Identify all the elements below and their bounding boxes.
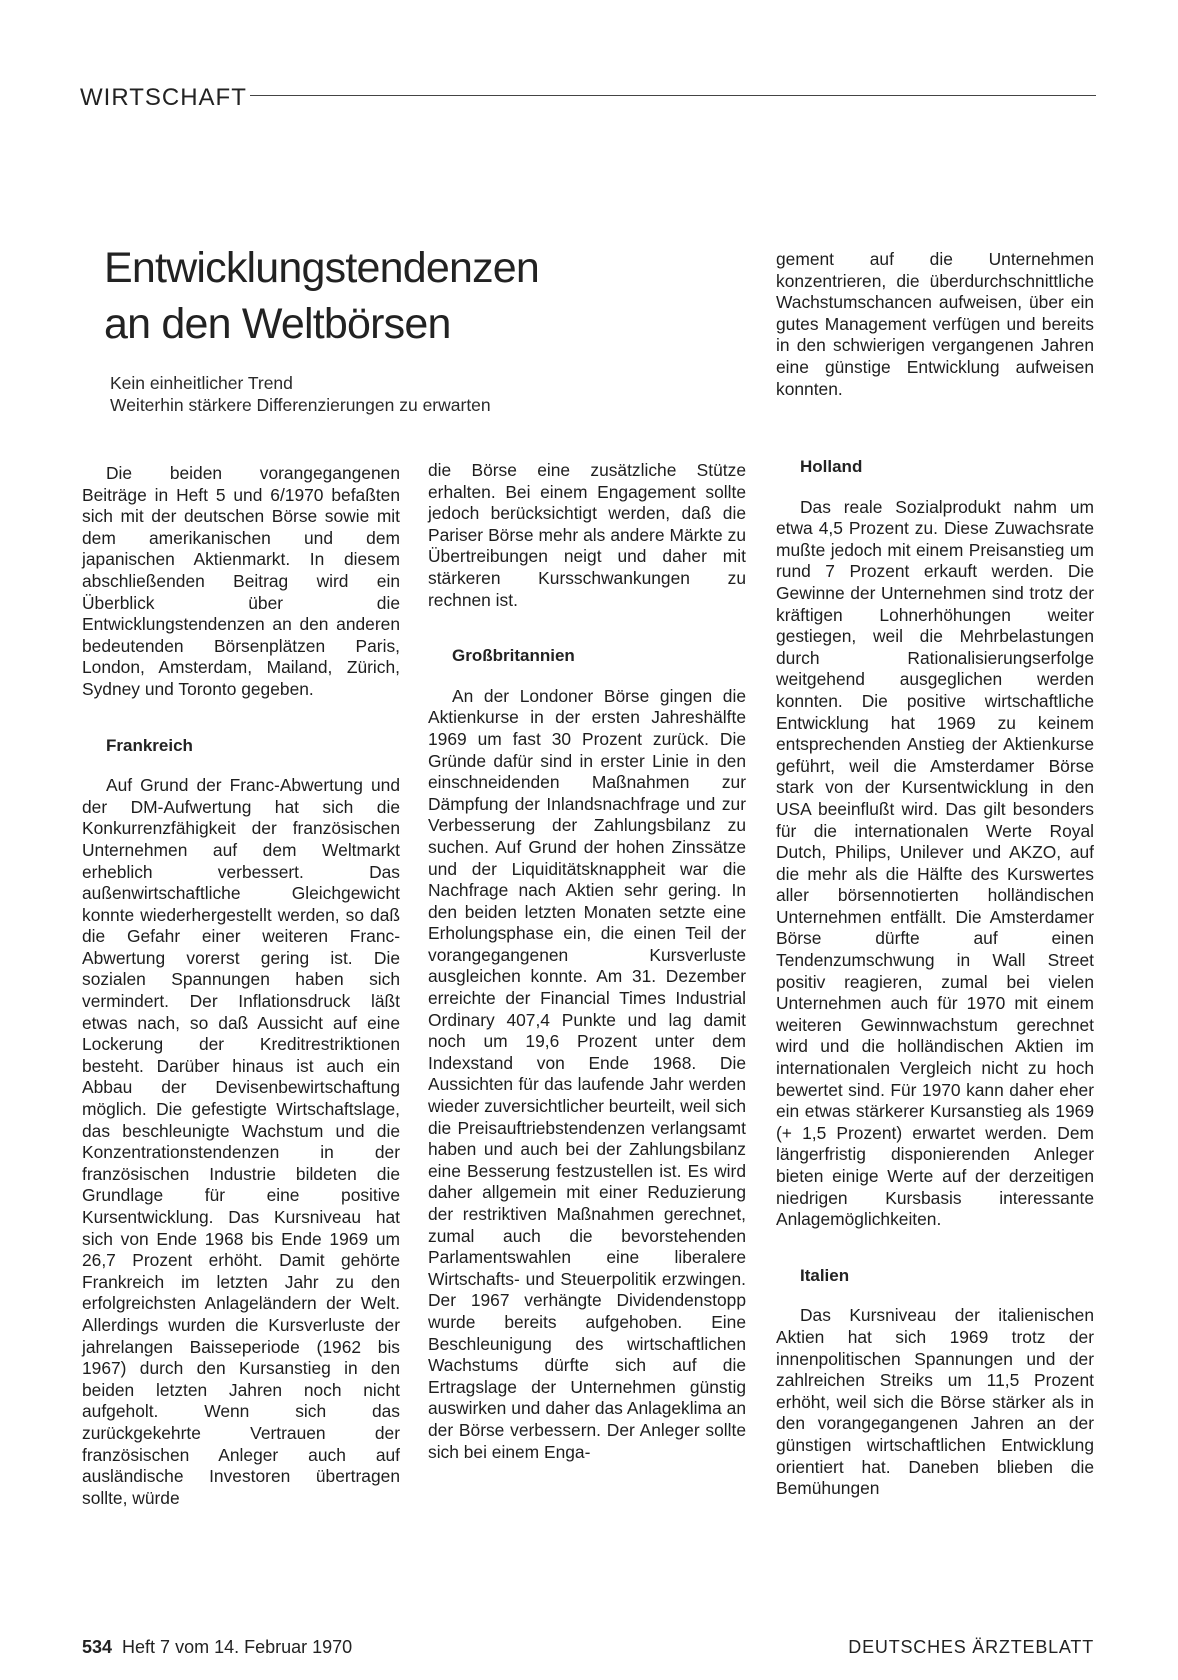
column-1	[82, 463, 400, 1509]
issue-date: Heft 7 vom 14. Februar 1970	[122, 1637, 353, 1657]
paragraph: Das reale Sozialprodukt nahm um etwa 4,5 Prozent zu. Diese Zuwachsrate mußte jedoch mit einem Preisanstieg um rund 7 Prozent erkauft werden. Die Gewinne der Unternehmen sind trotz der kräftigen Lohnerhöhungen weiter gestiegen, weil die Mehrbelastungen durch Rationalisierungserfolge weitgehend ausgeglichen werden konnten. Die positive wirtschaftliche Entwicklung hat 1969 zu keinem entsprechenden Anstieg der Aktienkurse geführt, weil die Amsterdamer Börse stark von der Kursentwicklung in den USA beeinflußt wird. Das gilt besonders für die internationalen Werte Royal Dutch, Philips, Unilever und AKZO, auf die mehr als die Hälfte des Kurswertes aller börsennotierten holländischen Unternehmen entfällt. Die Amsterdamer Börse dürfte auf einen Tendenzumschwung in Wall Street positiv reagieren, zumal bei vielen Unternehmen auch für 1970 mit einem weiteren Gewinnwachstum gerechnet wird und die holländischen Aktien im internationalen Vergleich nicht zu hoch bewertet sind. Für 1970 kann daher eher ein etwas stärkerer Kursanstieg als 1969 (+ 1,5 Prozent) erwartet werden. Dem längerfristig disponierenden Anleger bieten einige Werte auf der derzeitigen niedrigen Kursbasis interessante Anlagemöglichkeiten.	[776, 496, 1094, 1230]
article-subtitle	[110, 372, 670, 416]
page-number: 534	[82, 1637, 113, 1657]
paragraph: Das Kursniveau der italienischen Aktien hat sich 1969 trotz der innenpolitischen Spannungen und der zahlreichen Streiks um 11,5 Prozent erhöht, weil sich die Börse stärker als in den vorangegangenen Jahren an der günstigen wirtschaftlichen Entwicklung orientiert hat. Daneben blieben die Bemühungen	[776, 1305, 1094, 1499]
section-label: WIRTSCHAFT	[80, 84, 247, 111]
column-3	[776, 456, 1094, 1500]
subtitle-line-2: Weiterhin stärkere Differenzierungen zu erwarten	[110, 395, 491, 415]
heading-grossbritannien: Großbritannien	[452, 646, 575, 666]
paragraph: An der Londoner Börse gingen die Aktienkurse in der ersten Jahreshälfte 1969 um fast 30 Prozent zurück. Die Gründe dafür sind in erster Linie in den einschneidenden Maßnahmen zur Dämpfung der Inlandsnachfrage und zur Verbesserung der Zahlungsbilanz zu suchen. Auf Grund der hohen Zinssätze und der Liquiditätsknappheit war die Nachfrage nach Aktien sehr gering. In den beiden letzten Monaten setzte eine Erholungsphase ein, die einen Teil der vorangegangenen Kursverluste ausgleichen konnte. Am 31. Dezember erreichte der Financial Times Industrial Ordinary 407,4 Punkte und lag damit noch um 19,6 Prozent unter dem Indexstand von Ende 1968. Die Aussichten für das laufende Jahr werden wieder zuversichtlicher beurteilt, weil sich die Preisauftriebstendenzen verlangsamt haben und auch bei der Zahlungsbilanz eine Besserung festzustellen ist. Es wird daher allgemein mit einer Reduzierung der restriktiven Maßnahmen gerechnet, zumal auch die bevorstehenden Parlamentswahlen eine liberalere Wirtschafts- und Steuerpolitik erzwingen. Der 1967 verhängte Dividendenstopp wurde bereits aufgehoben. Eine Beschleunigung des wirtschaftlichen Wachstums dürfte sich auf die Ertragslage der Unternehmen günstig auswirken und daher das Anlageklima an der Börse verbessern. Der Anleger sollte sich bei einem Enga-	[428, 685, 746, 1462]
title-line-2: an den Weltbörsen	[104, 300, 451, 348]
paragraph: die Börse eine zusätzliche Stütze erhalten. Bei einem Engagement sollte jedoch berücksichtigt werden, daß die Pariser Börse mehr als andere Märkte zu Übertreibungen neigt und daher mit stärkeren Kursschwankungen zu rechnen ist.	[428, 460, 746, 610]
column-2	[428, 460, 746, 1463]
header-rule	[250, 95, 1096, 96]
paragraph: gement auf die Unternehmen konzentrieren, die überdurchschnittliche Wachstumschancen aufweisen, über ein gutes Management verfügen und bereits in den schwierigen vergangenen Jahren eine günstige Entwicklung aufweisen konnten.	[776, 249, 1094, 399]
footer-issue-info	[82, 1637, 352, 1658]
article-title	[104, 240, 664, 352]
publication-name: DEUTSCHES ÄRZTEBLATT	[848, 1637, 1094, 1657]
column-3-top	[776, 249, 1094, 400]
heading-holland: Holland	[800, 457, 863, 476]
intro-paragraph: Die beiden vorangegangenen Beiträge in Heft 5 und 6/1970 befaßten sich mit der deutschen Börse sowie mit dem amerikanischen und dem japanischen Aktienmarkt. In diesem abschließenden Beitrag wird ein Überblick über die Entwicklungstendenzen an den anderen bedeutenden Börsenplätzen Paris, London, Amsterdam, Mailand, Zürich, Sydney und Toronto gegeben.	[82, 463, 400, 699]
paragraph: Auf Grund der Franc-Abwertung und der DM-Aufwertung hat sich die Konkurrenzfähigkeit der französischen Unternehmen auf dem Weltmarkt erheblich verbessert. Das außenwirtschaftliche Gleichgewicht konnte wiederhergestellt werden, so daß die Gefahr einer weiteren Franc-Abwertung vorerst gering ist. Die sozialen Spannungen haben sich vermindert. Der Inflationsdruck läßt etwas nach, so daß Aussicht auf eine Lockerung der Kreditrestriktionen besteht. Darüber hinaus ist auch ein Abbau der Devisenbewirtschaftung möglich. Die gefestigte Wirtschaftslage, das beschleunigte Wachstum und die Konzentrationstendenzen in der französischen Industrie bildeten die Grundlage für eine positive Kursentwicklung. Das Kursniveau hat sich von Ende 1968 bis Ende 1969 um 26,7 Prozent erhöht. Damit gehörte Frankreich im letzten Jahr zu den erfolgreichsten Anlageländern der Welt. Allerdings wurden die Kursverluste der jahrelangen Baisseperiode (1962 bis 1967) durch den Kursanstieg in den beiden letzten Jahren noch nicht aufgeholt. Wenn sich das zurückgekehrte Vertrauen der französischen Anleger auch auf ausländische Investoren übertragen sollte, würde	[82, 775, 400, 1508]
heading-italien: Italien	[800, 1265, 850, 1285]
title-line-1: Entwicklungstendenzen	[104, 244, 539, 292]
subtitle-line-1: Kein einheitlicher Trend	[110, 373, 293, 393]
heading-frankreich: Frankreich	[106, 735, 193, 755]
